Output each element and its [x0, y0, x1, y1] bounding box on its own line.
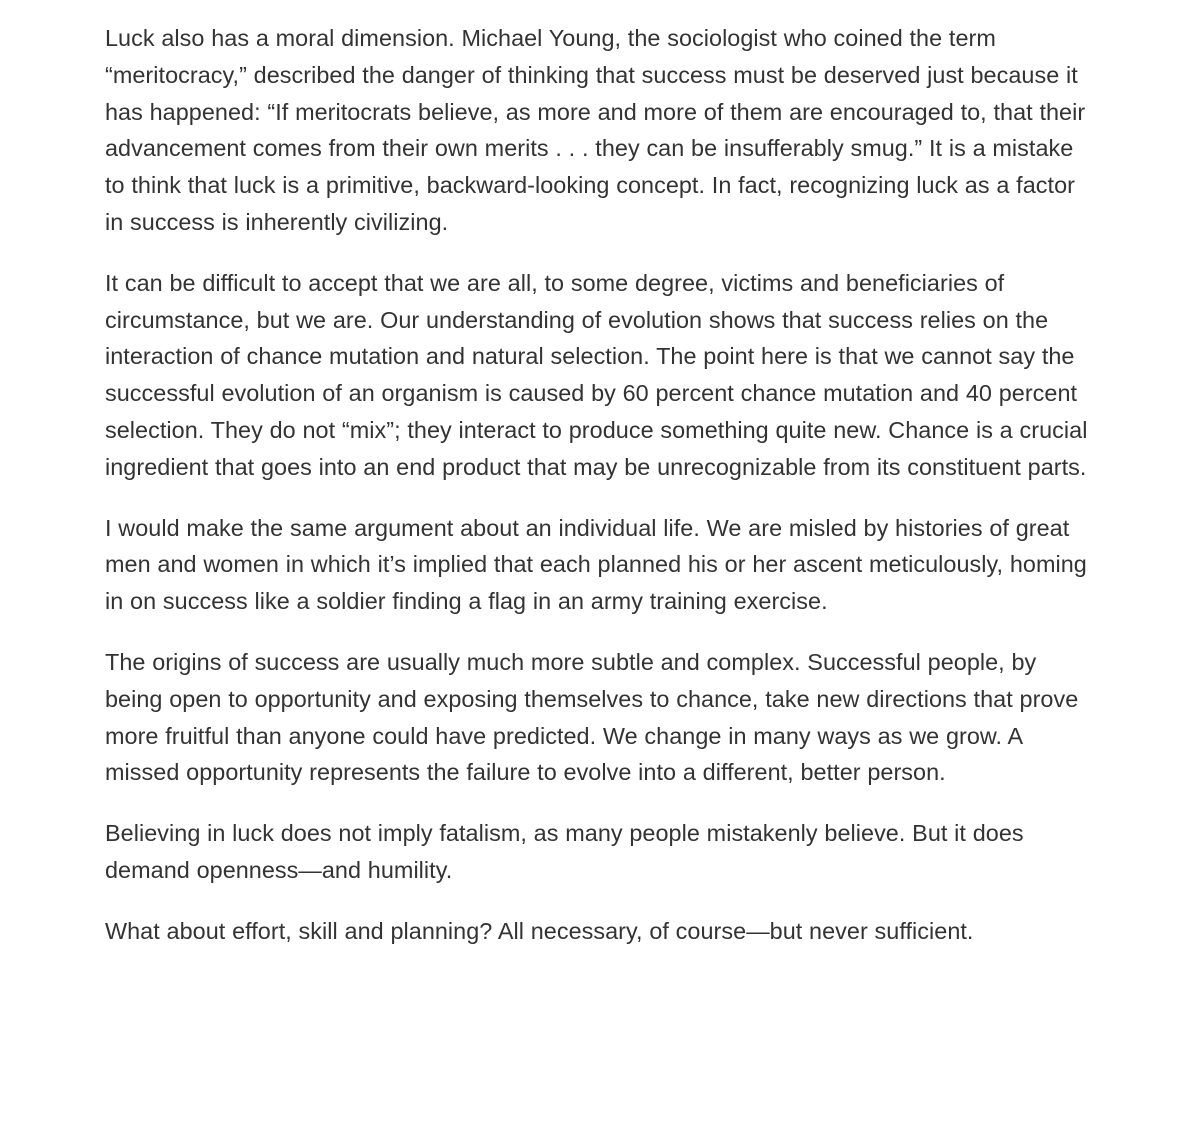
paragraph-effort-skill: What about effort, skill and planning? All necessary, of course—but never sufficient. — [105, 917, 974, 944]
paragraph-fatalism: Believing in luck does not imply fatalism, as many people mistakenly believe. But it does demand openness—and humility. — [105, 820, 1024, 883]
article-body — [105, 20, 1095, 950]
paragraph-luck-moral-dimension: Luck also has a moral dimension. Michael Young, the sociologist who coined the term “meritocracy,” described the danger of thinking that success must be deserved just because it has happened: “If meritocrats believe, as more and more of them are encouraged to, that their advancement comes from their own merits . . . they can be insufferably smug.” It is a mistake to think that luck is a primitive, backward-looking concept. In fact, recognizing luck as a factor in success is inherently civilizing. — [105, 25, 1086, 235]
paragraph-evolution: It can be difficult to accept that we are all, to some degree, victims and beneficiaries of circumstance, but we are. Our understanding of evolution shows that success relies on the interaction of chance mutation and natural selection. The point here is that we cannot say the successful evolution of an organism is caused by 60 percent chance mutation and 40 percent selection. They do not “mix”; they interact to produce something quite new. Chance is a crucial ingredient that goes into an end product that may be unrecognizable from its constituent parts. — [105, 269, 1088, 480]
paragraph-origins-of-success: The origins of success are usually much more subtle and complex. Successful people, by being open to opportunity and exposing themselves to chance, take new directions that prove more fruitful than anyone could have predicted. We change in many ways as we grow. A missed opportunity represents the failure to evolve into a different, better person. — [105, 648, 1079, 786]
paragraph-individual-life: I would make the same argument about an individual life. We are misled by histories of great men and women in which it’s implied that each planned his or her ascent meticulously, homing in on success like a soldier finding a flag in an army training exercise. — [105, 514, 1087, 615]
